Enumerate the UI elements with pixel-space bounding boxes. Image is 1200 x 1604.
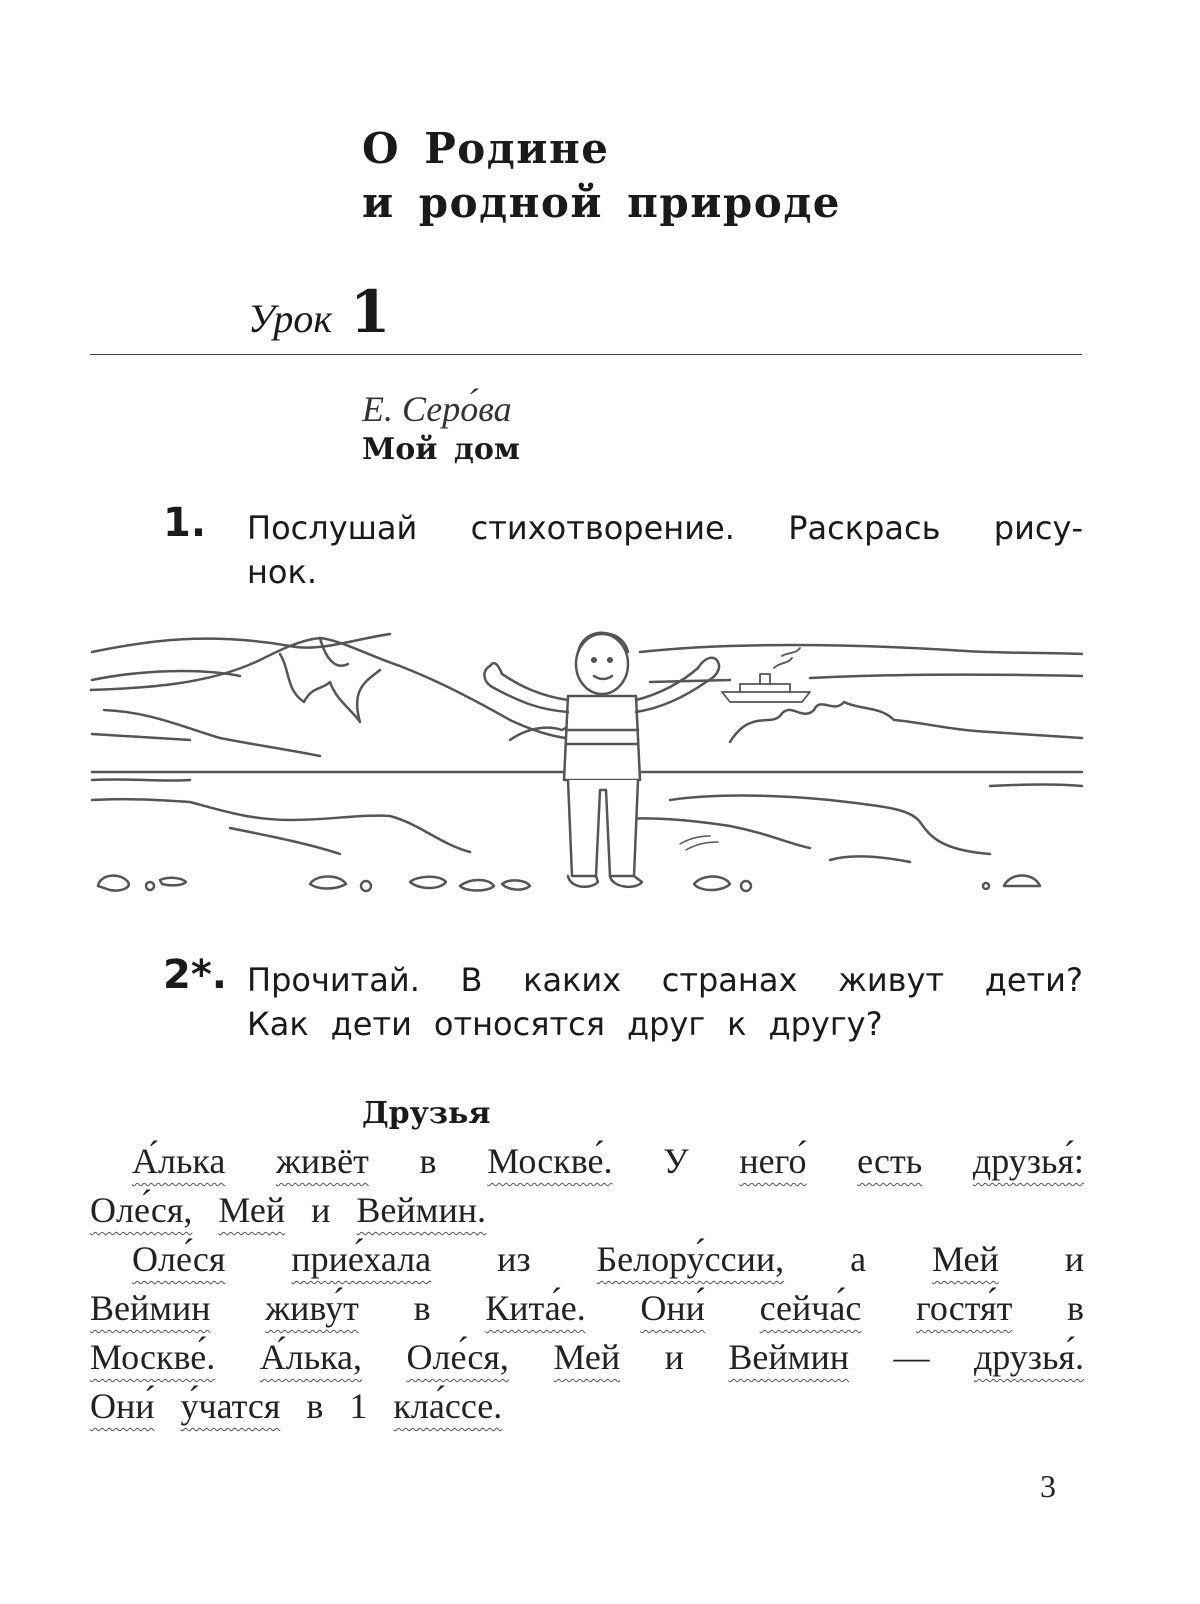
story-word: Они́ [90,1386,155,1426]
story-word: есть [857,1141,923,1181]
chapter-title-line-1: О Родине [362,124,610,173]
section-divider [90,354,1082,355]
task-word: друг [626,1005,706,1043]
story-word: А́лька, [259,1337,363,1377]
story-word: в [306,1386,324,1426]
story-word: Веймин [90,1288,211,1328]
mountain [90,638,610,756]
task-word: В [460,961,483,999]
story-line-4 [90,1287,1084,1336]
task-word: Прочитай. [247,961,420,999]
story-word: и [1064,1239,1084,1279]
story-word: кла́ссе. [393,1386,503,1426]
task-2-number: 2*. [163,952,227,998]
poem-author: Е. Серо́ва [362,389,512,429]
story-line-3 [90,1238,1084,1287]
story-word: Оле́ся [132,1239,226,1279]
task-2-text [247,958,1083,1046]
story-word: У [663,1141,689,1181]
story-word: гостя́т [916,1288,1013,1328]
task-2-line-1 [247,958,1083,1002]
chapter-title [362,122,841,230]
task-word: дети [330,1005,412,1043]
story-line-5 [90,1336,1084,1385]
task-word: стихотворение. [470,509,735,547]
story-word: живу́т [265,1288,359,1328]
task-word: Послушай [247,509,418,547]
story-title: Друзья [362,1096,491,1131]
story-word: 1 [349,1386,368,1426]
story-word: в [419,1141,437,1181]
task-1-number: 1. [163,500,207,546]
story-word: Оле́ся, [90,1190,193,1230]
chapter-title-line-2: и родной природе [362,178,842,227]
story-word: Веймин. [356,1190,486,1230]
task-word: каких [523,961,622,999]
task-word: к [727,1005,747,1043]
poem-title: Мой дом [362,432,520,467]
story-word: А́лька [132,1141,226,1181]
story-word: Мей [218,1190,286,1230]
landscape-illustration [90,630,1084,910]
story-word: прие́хала [291,1239,432,1279]
story-word: у́чатся [180,1386,281,1426]
story-word: сейча́с [759,1288,862,1328]
task-word: Как [247,1005,309,1043]
story-word: в [1067,1288,1084,1328]
story-word: Мей [932,1239,999,1279]
story-word: Мей [553,1337,621,1377]
story-word: Москве́. [90,1337,216,1377]
story-word: — [893,1337,930,1377]
lesson-number: 1 [350,278,391,346]
story-word: него́ [739,1141,807,1181]
task-word: странах [661,961,798,999]
lesson-heading [248,278,390,346]
story-word: а [850,1239,867,1279]
story-line-2 [90,1189,1084,1238]
story-word: Они́ [640,1288,705,1328]
ship-icon [722,648,810,702]
story-line-1 [90,1140,1084,1189]
story-word: из [497,1239,531,1279]
story-word: Кита́е. [485,1288,586,1328]
story-word: Белору́ссии, [596,1239,785,1279]
task-word: нок. [247,553,317,591]
task-1-line-2 [247,550,1083,594]
story-word: Оле́ся, [406,1337,509,1377]
story-word: в [413,1288,431,1328]
task-1-text [247,506,1083,594]
story-line-6 [90,1385,1084,1434]
story-text [90,1140,1084,1434]
task-word: Раскрась [788,509,941,547]
story-word: Веймин [728,1337,849,1377]
story-word: друзья́: [972,1141,1084,1181]
page-number: 3 [1040,1468,1056,1504]
boy-figure [484,633,719,887]
lesson-label: Урок [248,296,333,341]
task-word: другу? [768,1005,883,1043]
story-word: друзья́. [973,1337,1084,1377]
story-word: и [664,1337,684,1377]
story-word: живёт [276,1141,369,1181]
task-word: рису- [993,509,1083,547]
task-1-line-1 [247,506,1083,550]
task-word: относятся [433,1005,605,1043]
task-word: живут [838,961,945,999]
story-word: Москве́. [487,1141,613,1181]
story-word: и [311,1190,331,1230]
task-word: дети? [984,961,1083,999]
task-2-line-2 [247,1002,1083,1046]
